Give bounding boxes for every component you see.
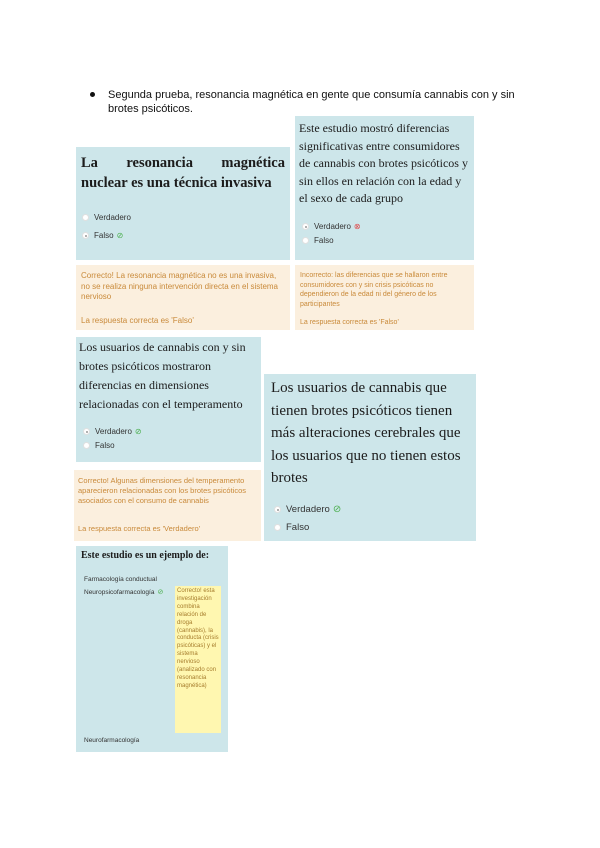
- radio-selected-icon[interactable]: [274, 506, 281, 513]
- bullet-item: [90, 88, 520, 116]
- radio-icon[interactable]: [83, 442, 90, 449]
- option-label: Falso: [94, 230, 114, 240]
- feedback-box-1: [76, 265, 290, 330]
- radio-icon[interactable]: [302, 237, 309, 244]
- feedback-text: Correcto! La resonancia magnética no es una invasiva, no se realiza ninguna intervención directa en el sistema nervioso: [81, 271, 279, 301]
- feedback-text: Correcto! Algunas dimensiones del temperamento aparecieron relacionadas con los brotes psicóticos asociados con el consumo de cannabis: [78, 476, 247, 505]
- radio-selected-icon[interactable]: [302, 223, 309, 230]
- correct-answer: La respuesta correcta es 'Falso': [300, 319, 399, 326]
- option-neurofarmacologia[interactable]: Neurofarmacología: [84, 737, 140, 744]
- option-farmacologia-conductual[interactable]: Farmacología conductual: [84, 576, 157, 583]
- check-circle-icon: ⊘: [116, 230, 124, 240]
- option-label: Verdadero: [95, 426, 132, 436]
- option-falso[interactable]: [274, 521, 309, 533]
- option-verdadero[interactable]: [82, 211, 131, 223]
- option-label: Verdadero: [314, 221, 351, 231]
- question-text: Los usuarios de cannabis que tienen brotes psicóticos tienen más alteraciones cerebrales que los usuarios que no tienen estos brotes: [271, 380, 461, 486]
- radio-icon[interactable]: [274, 524, 281, 531]
- option-neuropsicofarmacologia[interactable]: [84, 588, 163, 596]
- question-text: Este estudio es un ejemplo de:: [81, 550, 210, 561]
- option-verdadero[interactable]: [274, 503, 341, 515]
- check-circle-icon: ⊘: [332, 503, 342, 515]
- question-card-5: [76, 546, 228, 752]
- question-card-2: [295, 116, 474, 260]
- feedback-tooltip: [175, 586, 221, 733]
- radio-selected-icon[interactable]: [83, 428, 90, 435]
- option-label: Falso: [95, 440, 115, 450]
- question-text: Este estudio mostró diferencias significativas entre consumidores de cannabis con brotes psicóticos y sin ellos en relación con la edad y el sexo de cada grupo: [299, 121, 468, 205]
- radio-icon[interactable]: [82, 214, 89, 221]
- correct-answer: La respuesta correcta es 'Verdadero': [78, 524, 201, 533]
- feedback-text: Incorrecto: las diferencias que se hallaron entre consumidores con y sin crisis psicóticas no dependieron de la edad ni del género de los participantes: [300, 272, 448, 308]
- option-label: Verdadero: [94, 212, 131, 222]
- feedback-box-2: [295, 265, 474, 330]
- option-falso[interactable]: [302, 234, 334, 246]
- option-label: Verdadero: [286, 503, 330, 515]
- question-card-3: [76, 337, 261, 462]
- option-falso[interactable]: [82, 229, 123, 241]
- feedback-box-3: [74, 470, 261, 541]
- bullet-dot-icon: [90, 92, 95, 97]
- option-label: Falso: [314, 235, 334, 245]
- check-circle-icon: ⊘: [134, 426, 142, 436]
- question-card-1: [76, 147, 290, 260]
- question-text: Los usuarios de cannabis con y sin brotes psicóticos mostraron diferencias en dimensiones relacionadas con el temperamento: [79, 340, 246, 411]
- check-circle-icon: ⊘: [157, 589, 164, 596]
- correct-answer: La respuesta correcta es 'Falso': [81, 316, 194, 325]
- option-verdadero[interactable]: [302, 220, 361, 232]
- tooltip-text: Correcto! esta investigación combina relación de droga (cannabis), la conducta (crisis psicóticas) y el sistema nervioso (analizado con resonancia magnética): [177, 588, 219, 689]
- option-falso[interactable]: [83, 439, 115, 451]
- question-text: La resonancia magnética nuclear es una técnica invasiva: [81, 155, 285, 191]
- question-card-4: [264, 374, 476, 541]
- option-verdadero[interactable]: [83, 425, 142, 437]
- option-label: Neuropsicofarmacología: [84, 588, 155, 596]
- option-label: Falso: [286, 521, 310, 533]
- bullet-text: Segunda prueba, resonancia magnética en gente que consumía cannabis con y sin brotes psicóticos.: [108, 89, 515, 115]
- radio-selected-icon[interactable]: [82, 232, 89, 239]
- error-circle-icon: ⊗: [353, 221, 361, 231]
